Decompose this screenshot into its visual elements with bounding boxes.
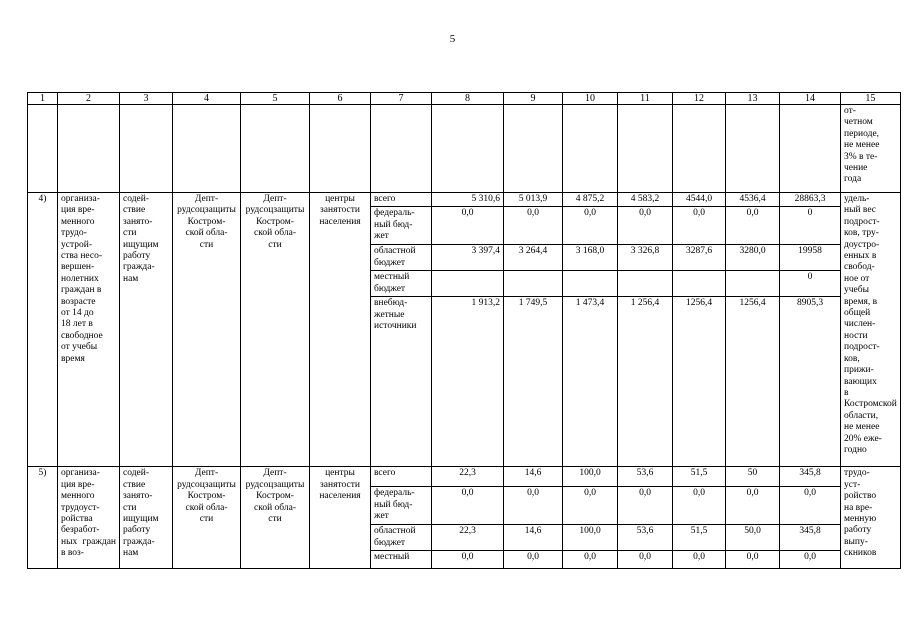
- row-number: 5): [28, 467, 58, 569]
- indicator-text: трудо- уст- ройство на вре- менную работу выпу- скников: [841, 467, 901, 569]
- amount-cell: 0,0: [432, 207, 504, 245]
- amount-cell: 5 310,6: [432, 193, 504, 207]
- amount-cell: 8905,3: [780, 297, 841, 467]
- column-number: 10: [563, 93, 618, 105]
- amount-cell: 345,8: [780, 467, 841, 487]
- amount-cell: 0,0: [563, 551, 618, 569]
- amount-cell: 0,0: [432, 551, 504, 569]
- amount-cell: 0: [780, 207, 841, 245]
- amount-cell: 0,0: [673, 551, 726, 569]
- table-row: [28, 193, 901, 207]
- amount-cell: 0,0: [618, 487, 673, 525]
- coordinator: Депт- рудсоцзащиты Костром- ской обла- сти: [173, 467, 241, 569]
- funding-source: местный: [371, 551, 432, 569]
- indicator-text: удель- ный вес подрост- ков, тру- доустро- енных в свобод- ное от учебы время, в общей числен- ности подрост- ков, прижи- вающих в Костромской области, не менее 20% еже- годно: [841, 193, 901, 467]
- continuation-row: [28, 105, 901, 193]
- amount-cell: 4544,0: [673, 193, 726, 207]
- amount-cell: 3287,6: [673, 245, 726, 271]
- amount-cell: [563, 271, 618, 297]
- column-number: 12: [673, 93, 726, 105]
- column-number: 3: [120, 93, 173, 105]
- amount-cell: 1 913,2: [432, 297, 504, 467]
- executor: Депт- рудсоцзащиты Костром- ской обла- сти: [241, 193, 310, 467]
- amount-cell: 0,0: [673, 207, 726, 245]
- amount-cell: 0,0: [504, 207, 563, 245]
- amount-cell: 51,5: [673, 525, 726, 551]
- amount-cell: [618, 271, 673, 297]
- program-table: [27, 92, 901, 569]
- amount-cell: 0,0: [618, 207, 673, 245]
- amount-cell: 0,0: [726, 551, 780, 569]
- amount-cell: 0,0: [726, 207, 780, 245]
- column-number: 2: [58, 93, 120, 105]
- amount-cell: 0,0: [504, 551, 563, 569]
- amount-cell: 3280,0: [726, 245, 780, 271]
- column-number: 11: [618, 93, 673, 105]
- indicator-text: от- четном периоде, не менее 3% в те- чение года: [841, 105, 901, 193]
- measure-name: организа- ция вре- менного трудо- устрой- ства несо- вершен- нолетних граждан в возрасте от 14 до 18 лет в свободное от учебы время: [58, 193, 120, 467]
- task-text: содей- ствие занято- сти ищущим работу гражда- нам: [120, 193, 173, 467]
- amount-cell: 100,0: [563, 525, 618, 551]
- amount-cell: 3 326,8: [618, 245, 673, 271]
- amount-cell: 1 256,4: [618, 297, 673, 467]
- column-number: 4: [173, 93, 241, 105]
- amount-cell: [504, 271, 563, 297]
- amount-cell: [673, 271, 726, 297]
- column-number-row: [28, 93, 901, 105]
- row-number: 4): [28, 193, 58, 467]
- funding-source: федераль- ный бюд- жет: [371, 487, 432, 525]
- amount-cell: 0,0: [780, 551, 841, 569]
- column-number: 14: [780, 93, 841, 105]
- amount-cell: 4536,4: [726, 193, 780, 207]
- amount-cell: 1256,4: [726, 297, 780, 467]
- participant: центры занятости населения: [310, 467, 371, 569]
- amount-cell: [726, 271, 780, 297]
- amount-cell: 0,0: [618, 551, 673, 569]
- task-text: содей- ствие занято- сти ищущим работу гражда- нам: [120, 467, 173, 569]
- amount-cell: 51,5: [673, 467, 726, 487]
- column-number: 13: [726, 93, 780, 105]
- funding-source: областной бюджет: [371, 245, 432, 271]
- funding-source: областной бюджет: [371, 525, 432, 551]
- amount-cell: 50: [726, 467, 780, 487]
- amount-cell: 0,0: [563, 207, 618, 245]
- funding-source: внебюд- жетные источники: [371, 297, 432, 467]
- amount-cell: 0,0: [673, 487, 726, 525]
- funding-source: местный бюджет: [371, 271, 432, 297]
- amount-cell: 3 397,4: [432, 245, 504, 271]
- column-number: 8: [432, 93, 504, 105]
- amount-cell: 50,0: [726, 525, 780, 551]
- amount-cell: 28863,3: [780, 193, 841, 207]
- amount-cell: 0,0: [780, 487, 841, 525]
- amount-cell: 14,6: [504, 467, 563, 487]
- amount-cell: 0,0: [504, 487, 563, 525]
- executor: Депт- рудсоцзащиты Костром- ской обла- сти: [241, 467, 310, 569]
- amount-cell: [432, 271, 504, 297]
- amount-cell: 3 168,0: [563, 245, 618, 271]
- amount-cell: 14,6: [504, 525, 563, 551]
- amount-cell: 4 583,2: [618, 193, 673, 207]
- amount-cell: 53,6: [618, 525, 673, 551]
- amount-cell: 100,0: [563, 467, 618, 487]
- column-number: 15: [841, 93, 901, 105]
- amount-cell: 1 749,5: [504, 297, 563, 467]
- amount-cell: 345,8: [780, 525, 841, 551]
- page-number: 5: [449, 33, 456, 45]
- amount-cell: 0: [780, 271, 841, 297]
- amount-cell: 0,0: [432, 487, 504, 525]
- coordinator: Депт- рудсоцзащиты Костром- ской обла- сти: [173, 193, 241, 467]
- table-row: [28, 467, 901, 487]
- funding-source: федераль- ный бюд- жет: [371, 207, 432, 245]
- funding-source: всего: [371, 467, 432, 487]
- measure-name: организа- ция вре- менного трудоуст- ройства безработ- ных граждан в воз-: [58, 467, 120, 569]
- column-number: 9: [504, 93, 563, 105]
- amount-cell: 3 264,4: [504, 245, 563, 271]
- amount-cell: 22,3: [432, 467, 504, 487]
- funding-source: всего: [371, 193, 432, 207]
- amount-cell: 22,3: [432, 525, 504, 551]
- column-number: 6: [310, 93, 371, 105]
- column-number: 5: [241, 93, 310, 105]
- amount-cell: 0,0: [563, 487, 618, 525]
- participant: центры занятости населения: [310, 193, 371, 467]
- amount-cell: 1 473,4: [563, 297, 618, 467]
- amount-cell: 0,0: [726, 487, 780, 525]
- amount-cell: 4 875,2: [563, 193, 618, 207]
- column-number: 7: [371, 93, 432, 105]
- amount-cell: 1256,4: [673, 297, 726, 467]
- amount-cell: 5 013,9: [504, 193, 563, 207]
- column-number: 1: [28, 93, 58, 105]
- amount-cell: 19958: [780, 245, 841, 271]
- amount-cell: 53,6: [618, 467, 673, 487]
